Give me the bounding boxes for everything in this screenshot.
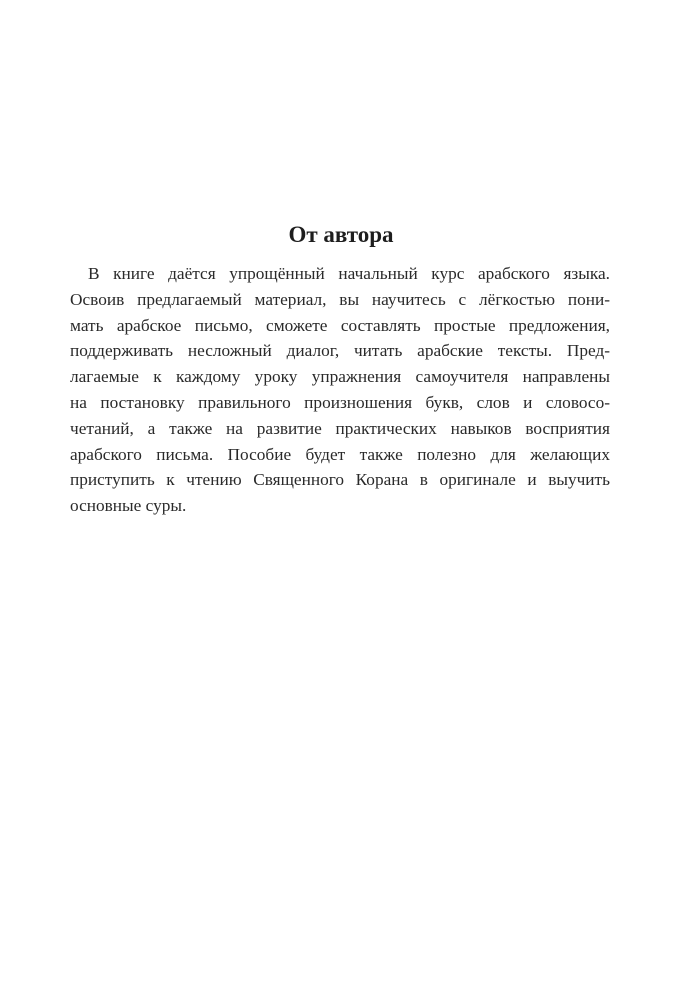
paragraph-line: В книге даётся упрощённый начальный курс арабского языка. bbox=[88, 264, 610, 283]
paragraph-line: мать арабское письмо, сможете составлять простые предложения, bbox=[70, 315, 610, 335]
body-paragraph bbox=[70, 261, 610, 519]
paragraph-line: четаний, а также на развитие практических навыков восприятия bbox=[70, 418, 610, 438]
paragraph-line: приступить к чтению Священного Корана в оригинале и выучить bbox=[70, 470, 610, 490]
paragraph-line: на постановку правильного произношения букв, слов и словосо- bbox=[70, 392, 610, 412]
paragraph-line: лагаемые к каждому уроку упражнения самоучителя направлены bbox=[70, 367, 610, 387]
page-title: От автора bbox=[288, 222, 394, 247]
paragraph-line: поддерживать несложный диалог, читать арабские тексты. Пред- bbox=[70, 341, 610, 361]
paragraph-line: арабского письма. Пособие будет также полезно для желающих bbox=[70, 444, 610, 464]
paragraph-line: основные суры. bbox=[70, 496, 187, 516]
paragraph-line: Освоив предлагаемый материал, вы научитесь с лёгкостью пони- bbox=[70, 289, 610, 309]
